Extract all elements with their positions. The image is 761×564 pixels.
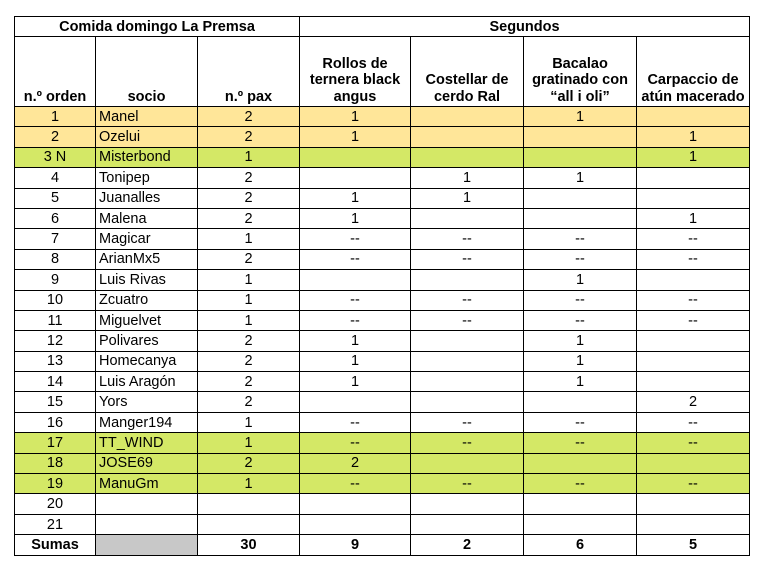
socio-cell[interactable]: Yors <box>96 392 198 412</box>
dish-cell[interactable]: -- <box>411 433 524 453</box>
orden-cell[interactable]: 16 <box>15 412 96 432</box>
dish-cell[interactable]: -- <box>411 412 524 432</box>
table-row <box>15 494 750 514</box>
socio-cell[interactable]: Polivares <box>96 331 198 351</box>
dish-cell[interactable]: -- <box>411 249 524 269</box>
dish-cell[interactable]: 2 <box>637 392 750 412</box>
table-row <box>15 127 750 147</box>
orden-cell[interactable]: 8 <box>15 249 96 269</box>
dish-cell[interactable] <box>411 270 524 290</box>
socio-cell[interactable]: TT_WIND <box>96 433 198 453</box>
orden-cell[interactable]: 14 <box>15 372 96 392</box>
pax-cell[interactable]: 1 <box>198 270 300 290</box>
dish-cell[interactable]: -- <box>524 310 637 330</box>
dish-cell[interactable]: 1 <box>300 372 411 392</box>
dish-cell[interactable]: -- <box>300 310 411 330</box>
dish-cell[interactable]: -- <box>524 229 637 249</box>
title-row <box>15 17 750 37</box>
dish-cell[interactable]: -- <box>524 249 637 269</box>
dish-cell[interactable] <box>411 453 524 473</box>
dish-cell[interactable] <box>411 494 524 514</box>
pax-cell[interactable]: 2 <box>198 188 300 208</box>
dish-cell[interactable] <box>411 351 524 371</box>
dish-cell[interactable] <box>411 107 524 127</box>
socio-cell[interactable]: Malena <box>96 208 198 228</box>
socio-cell[interactable]: Misterbond <box>96 147 198 167</box>
dish-cell[interactable] <box>411 372 524 392</box>
orden-cell[interactable]: 3 N <box>15 147 96 167</box>
dish-cell[interactable] <box>411 392 524 412</box>
dish-cell[interactable] <box>524 494 637 514</box>
dish-cell[interactable]: -- <box>637 433 750 453</box>
socio-cell[interactable] <box>96 514 198 534</box>
header-dish: Carpaccio de atún macerado <box>637 37 750 107</box>
dish-cell[interactable] <box>637 107 750 127</box>
socio-cell[interactable]: Zcuatro <box>96 290 198 310</box>
orden-cell[interactable]: 18 <box>15 453 96 473</box>
table-row <box>15 208 750 228</box>
socio-cell[interactable]: ManuGm <box>96 474 198 494</box>
orden-cell[interactable]: 21 <box>15 514 96 534</box>
dish-cell[interactable]: -- <box>637 412 750 432</box>
table-row <box>15 453 750 473</box>
pax-cell[interactable] <box>198 514 300 534</box>
table-row <box>15 331 750 351</box>
dish-cell[interactable] <box>300 168 411 188</box>
table-row <box>15 229 750 249</box>
pax-cell[interactable]: 2 <box>198 107 300 127</box>
table-row <box>15 514 750 534</box>
dish-cell[interactable] <box>637 188 750 208</box>
dish-cell[interactable] <box>637 331 750 351</box>
socio-cell[interactable]: Ozelui <box>96 127 198 147</box>
socio-cell[interactable]: Juanalles <box>96 188 198 208</box>
pax-cell[interactable]: 2 <box>198 372 300 392</box>
dish-cell[interactable] <box>524 127 637 147</box>
dish-cell[interactable]: 1 <box>300 331 411 351</box>
dish-cell[interactable]: 1 <box>524 351 637 371</box>
table-row <box>15 351 750 371</box>
header-row <box>15 37 750 107</box>
socio-cell[interactable]: Manel <box>96 107 198 127</box>
dish-cell[interactable] <box>524 392 637 412</box>
header-socio: socio <box>96 37 198 107</box>
orden-cell[interactable]: 7 <box>15 229 96 249</box>
dish-cell[interactable]: -- <box>524 433 637 453</box>
socio-cell[interactable]: Magicar <box>96 229 198 249</box>
dish-cell[interactable] <box>300 494 411 514</box>
pax-cell[interactable]: 1 <box>198 147 300 167</box>
table-row <box>15 290 750 310</box>
orden-cell[interactable]: 15 <box>15 392 96 412</box>
table-row <box>15 270 750 290</box>
pax-cell[interactable]: 2 <box>198 392 300 412</box>
dish-cell[interactable]: -- <box>411 229 524 249</box>
empty-gray-cell[interactable] <box>96 535 198 555</box>
dish-cell[interactable]: -- <box>637 310 750 330</box>
header-dish: Rollos de ternera black angus <box>300 37 411 107</box>
dish-cell[interactable]: 1 <box>524 107 637 127</box>
dish-cell[interactable] <box>411 147 524 167</box>
dish-cell[interactable] <box>637 168 750 188</box>
pax-cell[interactable]: 1 <box>198 310 300 330</box>
total-pax[interactable]: 30 <box>198 535 300 555</box>
header-pax: n.º pax <box>198 37 300 107</box>
dish-cell[interactable] <box>524 453 637 473</box>
orden-cell[interactable]: 6 <box>15 208 96 228</box>
orden-cell[interactable]: 1 <box>15 107 96 127</box>
order-sheet <box>14 16 750 556</box>
orden-cell[interactable]: 13 <box>15 351 96 371</box>
table-row <box>15 433 750 453</box>
pax-cell[interactable]: 2 <box>198 351 300 371</box>
dish-cell[interactable]: 1 <box>411 168 524 188</box>
pax-cell[interactable]: 2 <box>198 127 300 147</box>
orden-cell[interactable]: 12 <box>15 331 96 351</box>
dish-cell[interactable] <box>637 514 750 534</box>
total-dish[interactable]: 6 <box>524 535 637 555</box>
dish-cell[interactable]: -- <box>637 229 750 249</box>
table-row <box>15 188 750 208</box>
socio-cell[interactable]: JOSE69 <box>96 453 198 473</box>
dish-cell[interactable]: -- <box>524 474 637 494</box>
header-dish: Costellar de cerdo Ral <box>411 37 524 107</box>
dish-cell[interactable]: 1 <box>524 331 637 351</box>
header-dish: Bacalao gratinado con “all i oli” <box>524 37 637 107</box>
dish-cell[interactable] <box>524 208 637 228</box>
dish-cell[interactable] <box>300 270 411 290</box>
dish-cell[interactable] <box>411 331 524 351</box>
pax-cell[interactable]: 1 <box>198 474 300 494</box>
table-row <box>15 168 750 188</box>
dish-cell[interactable]: 1 <box>300 208 411 228</box>
table-row <box>15 412 750 432</box>
socio-cell[interactable]: Luis Rivas <box>96 270 198 290</box>
dish-cell[interactable]: 1 <box>300 351 411 371</box>
orden-cell[interactable]: 5 <box>15 188 96 208</box>
dish-cell[interactable]: -- <box>637 249 750 269</box>
table-row <box>15 392 750 412</box>
socio-cell[interactable]: Manger194 <box>96 412 198 432</box>
dish-cell[interactable]: -- <box>524 290 637 310</box>
orden-cell[interactable]: 11 <box>15 310 96 330</box>
dish-cell[interactable]: 1 <box>524 270 637 290</box>
pax-cell[interactable]: 2 <box>198 168 300 188</box>
dish-cell[interactable]: 1 <box>300 188 411 208</box>
socio-cell[interactable]: Homecanya <box>96 351 198 371</box>
dish-cell[interactable]: 1 <box>637 208 750 228</box>
dish-cell[interactable] <box>637 372 750 392</box>
dish-cell[interactable]: 1 <box>411 188 524 208</box>
orden-cell[interactable]: 9 <box>15 270 96 290</box>
dish-cell[interactable]: -- <box>300 229 411 249</box>
sheet-title: Comida domingo La Premsa <box>15 17 300 37</box>
dish-cell[interactable]: -- <box>300 433 411 453</box>
dish-cell[interactable]: -- <box>300 290 411 310</box>
socio-cell[interactable] <box>96 494 198 514</box>
header-orden: n.º orden <box>15 37 96 107</box>
socio-cell[interactable]: Miguelvet <box>96 310 198 330</box>
dish-cell[interactable] <box>637 270 750 290</box>
dish-cell[interactable]: -- <box>300 412 411 432</box>
socio-cell[interactable]: Tonipep <box>96 168 198 188</box>
pax-cell[interactable]: 2 <box>198 453 300 473</box>
pax-cell[interactable]: 1 <box>198 433 300 453</box>
pax-cell[interactable] <box>198 494 300 514</box>
dish-cell[interactable]: 1 <box>637 127 750 147</box>
dish-cell[interactable] <box>411 514 524 534</box>
dish-cell[interactable]: 1 <box>524 168 637 188</box>
pax-cell[interactable]: 1 <box>198 290 300 310</box>
table-row <box>15 372 750 392</box>
pax-cell[interactable]: 1 <box>198 229 300 249</box>
pax-cell[interactable]: 1 <box>198 412 300 432</box>
dish-cell[interactable] <box>524 514 637 534</box>
pax-cell[interactable]: 2 <box>198 208 300 228</box>
table-row <box>15 107 750 127</box>
pax-cell[interactable]: 2 <box>198 331 300 351</box>
dish-cell[interactable]: 1 <box>300 127 411 147</box>
dish-cell[interactable]: -- <box>300 474 411 494</box>
dish-cell[interactable] <box>300 514 411 534</box>
dish-cell[interactable]: -- <box>411 290 524 310</box>
table-row <box>15 474 750 494</box>
dish-cell[interactable]: 1 <box>524 372 637 392</box>
table-row <box>15 249 750 269</box>
pax-cell[interactable]: 2 <box>198 249 300 269</box>
table-row <box>15 147 750 167</box>
orden-cell[interactable]: 10 <box>15 290 96 310</box>
total-dish[interactable]: 5 <box>637 535 750 555</box>
total-dish[interactable]: 9 <box>300 535 411 555</box>
table-row <box>15 310 750 330</box>
dish-cell[interactable] <box>637 453 750 473</box>
dish-cell[interactable] <box>637 494 750 514</box>
orden-cell[interactable]: 20 <box>15 494 96 514</box>
totals-label[interactable]: Sumas <box>15 535 96 555</box>
dish-cell[interactable]: -- <box>637 290 750 310</box>
dish-cell[interactable]: 1 <box>637 147 750 167</box>
dish-cell[interactable]: -- <box>411 474 524 494</box>
dish-cell[interactable]: -- <box>411 310 524 330</box>
dish-cell[interactable] <box>524 188 637 208</box>
dish-cell[interactable] <box>637 351 750 371</box>
dish-cell[interactable] <box>524 147 637 167</box>
dish-cell[interactable] <box>300 147 411 167</box>
orden-cell[interactable]: 2 <box>15 127 96 147</box>
dish-cell[interactable]: 2 <box>300 453 411 473</box>
dish-cell[interactable]: -- <box>637 474 750 494</box>
socio-cell[interactable]: Luis Aragón <box>96 372 198 392</box>
totals-row <box>15 535 750 555</box>
dish-cell[interactable] <box>300 392 411 412</box>
total-dish[interactable]: 2 <box>411 535 524 555</box>
orden-cell[interactable]: 19 <box>15 474 96 494</box>
group-label: Segundos <box>300 17 750 37</box>
dish-cell[interactable]: 1 <box>300 107 411 127</box>
dish-cell[interactable] <box>411 127 524 147</box>
dish-cell[interactable]: -- <box>524 412 637 432</box>
dish-cell[interactable] <box>411 208 524 228</box>
orden-cell[interactable]: 4 <box>15 168 96 188</box>
socio-cell[interactable]: ArianMx5 <box>96 249 198 269</box>
dish-cell[interactable]: -- <box>300 249 411 269</box>
orden-cell[interactable]: 17 <box>15 433 96 453</box>
